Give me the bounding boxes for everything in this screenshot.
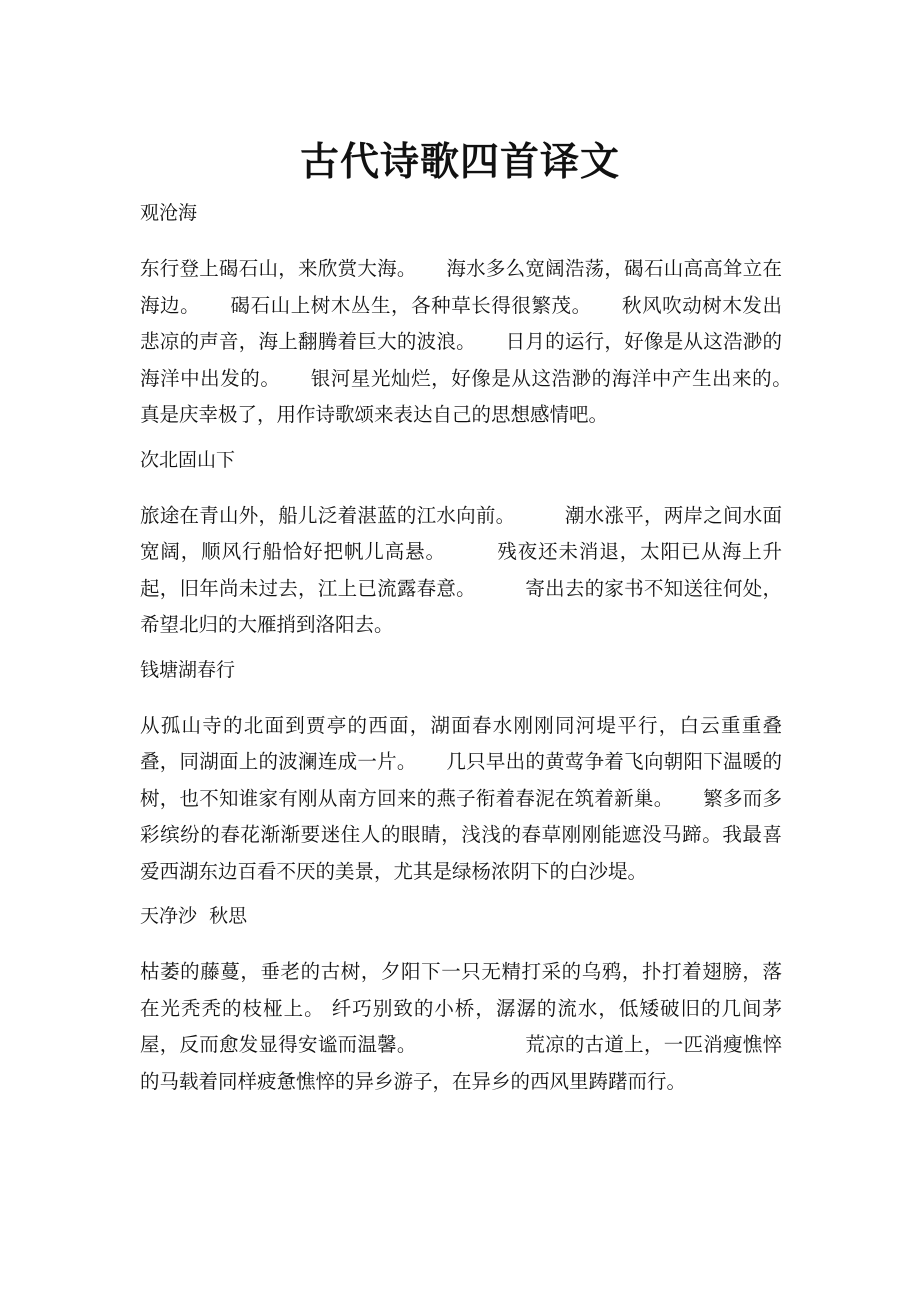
section-ci-bei-gu-shan-xia — [140, 444, 782, 644]
section-body: 东行登上碣石山，来欣赏大海。 海水多么宽阔浩荡，碣石山高高耸立在海边。 碣石山上树木丛生，各种草长得很繁茂。 秋风吹动树木发出悲凉的声音，海上翻腾着巨大的波浪。 日月的运行，好像是从这浩渺的海洋中出发的。 银河星光灿烂，好像是从这浩渺的海洋中产生出来的。 真是庆幸极了，用作诗歌颂来表达自己的思想感情吧。 — [140, 257, 822, 426]
section-heading: 次北固山下 — [140, 448, 236, 471]
document-content — [140, 197, 822, 1110]
section-body: 枯萎的藤蔓，垂老的古树，夕阳下一只无精打采的乌鸦，扑打着翅膀，落在光秃秃的枝桠上。 纤巧别致的小桥，潺潺的流水，低矮破旧的几间茅屋，反而愈发显得安谧而温馨。 荒凉的古道上，一匹消瘦憔悴的马载着同样疲惫憔悴的异乡游子，在异乡的西风里踌躇而行。 — [140, 960, 782, 1093]
section-guan-cang-hai — [140, 197, 822, 434]
section-qian-tang-hu-chun-xing — [140, 654, 782, 891]
section-body: 旅途在青山外，船儿泛着湛蓝的江水向前。 潮水涨平，两岸之间水面宽阔，顺风行船恰好把帆儿高悬。 残夜还未消退，太阳已从海上升起，旧年尚未过去，江上已流露春意。 寄出去的家书不知送往何处，希望北归的大雁捎到洛阳去。 — [140, 503, 782, 636]
section-heading: 天净沙 秋思 — [140, 905, 248, 927]
page-title: 古代诗歌四首译文 — [299, 139, 620, 186]
section-heading: 钱塘湖春行 — [140, 658, 236, 681]
section-tian-jing-sha-qiu-si — [140, 900, 782, 1100]
section-body: 从孤山寺的北面到贾亭的西面，湖面春水刚刚同河堤平行，白云重重叠叠，同湖面上的波澜连成一片。 几只早出的黄莺争着飞向朝阳下温暖的树，也不知谁家有刚从南方回来的燕子衔着春泥在筑着新巢。 繁多而多彩缤纷的春花渐渐要迷住人的眼睛，浅浅的春草刚刚能遮没马蹄。我最喜爱西湖东边百看不厌的美景，尤其是绿杨浓阴下的白沙堤。 — [140, 713, 782, 883]
section-heading: 观沧海 — [140, 202, 198, 224]
